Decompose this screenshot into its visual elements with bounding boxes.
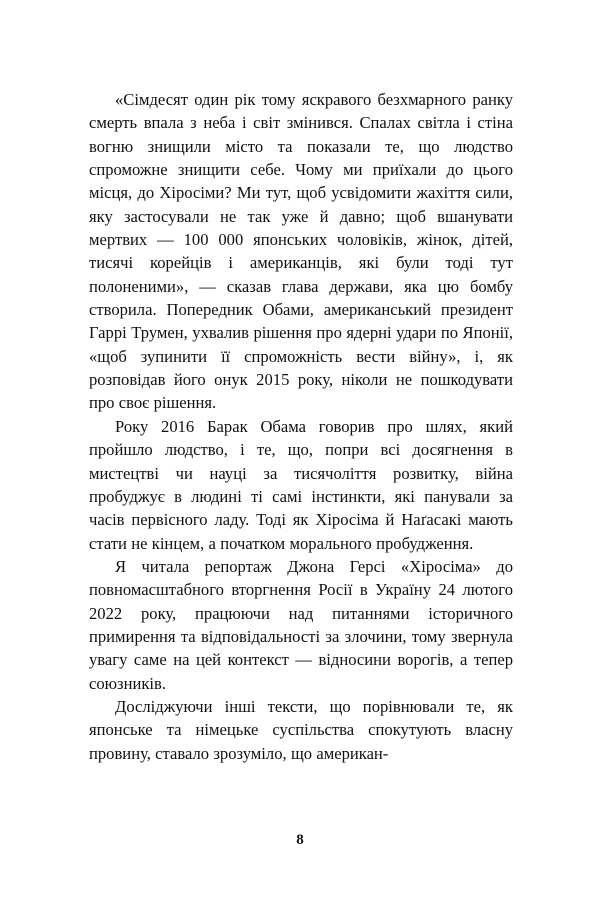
paragraph: Я читала репортаж Джона Герсі «Хіросіма» до повномасштабного вторгнення Росії в Україну 24 лютого 2022 року, працюючи над питаннями історичного примирення та відповідальності за злочини, тому звернула увагу саме на цей контекст — відносини ворогів, а тепер союзників.: [89, 556, 513, 693]
paragraph: Досліджуючи інші тексти, що порівнювали те, як японське та німецьке суспільства спокутують власну провину, ставало зрозуміло, що американ-: [89, 696, 513, 763]
page-number: 8: [296, 832, 304, 848]
body-text-column: [89, 88, 513, 765]
paragraph: Року 2016 Барак Обама говорив про шлях, який пройшло людство, і те, що, попри всі досягнення в мистецтві чи науці за тисячоліття розвитку, війна пробуджує в людині ті самі інстинкти, які панували за часів первісного ладу. Тоді як Хіросіма й Наґасакі мають стати не кінцем, а початком морального пробудження.: [89, 416, 513, 553]
paragraph: «Сімдесят один рік тому яскравого безхмарного ранку смерть впала з неба і світ змінився. Спалах світла і стіна вогню знищили місто та показали те, що людство спроможне знищити себе. Чому ми приїхали до цього місця, до Хіросіми? Ми тут, щоб усвідомити жахіття сили, яку застосували не так уже й давно; щоб вшанувати мертвих — 100 000 японських чоловіків, жінок, дітей, тисячі корейців і американців, які були тоді тут полоненими», — сказав глава держави, яка цю бомбу створила. Попередник Обами, американський президент Гаррі Трумен, ухвалив рішення про ядерні удари по Японії, «щоб зупинити її спроможність вести війну», і, як розповідав його онук 2015 року, ніколи не пошкодувати про своє рішення.: [89, 90, 513, 413]
